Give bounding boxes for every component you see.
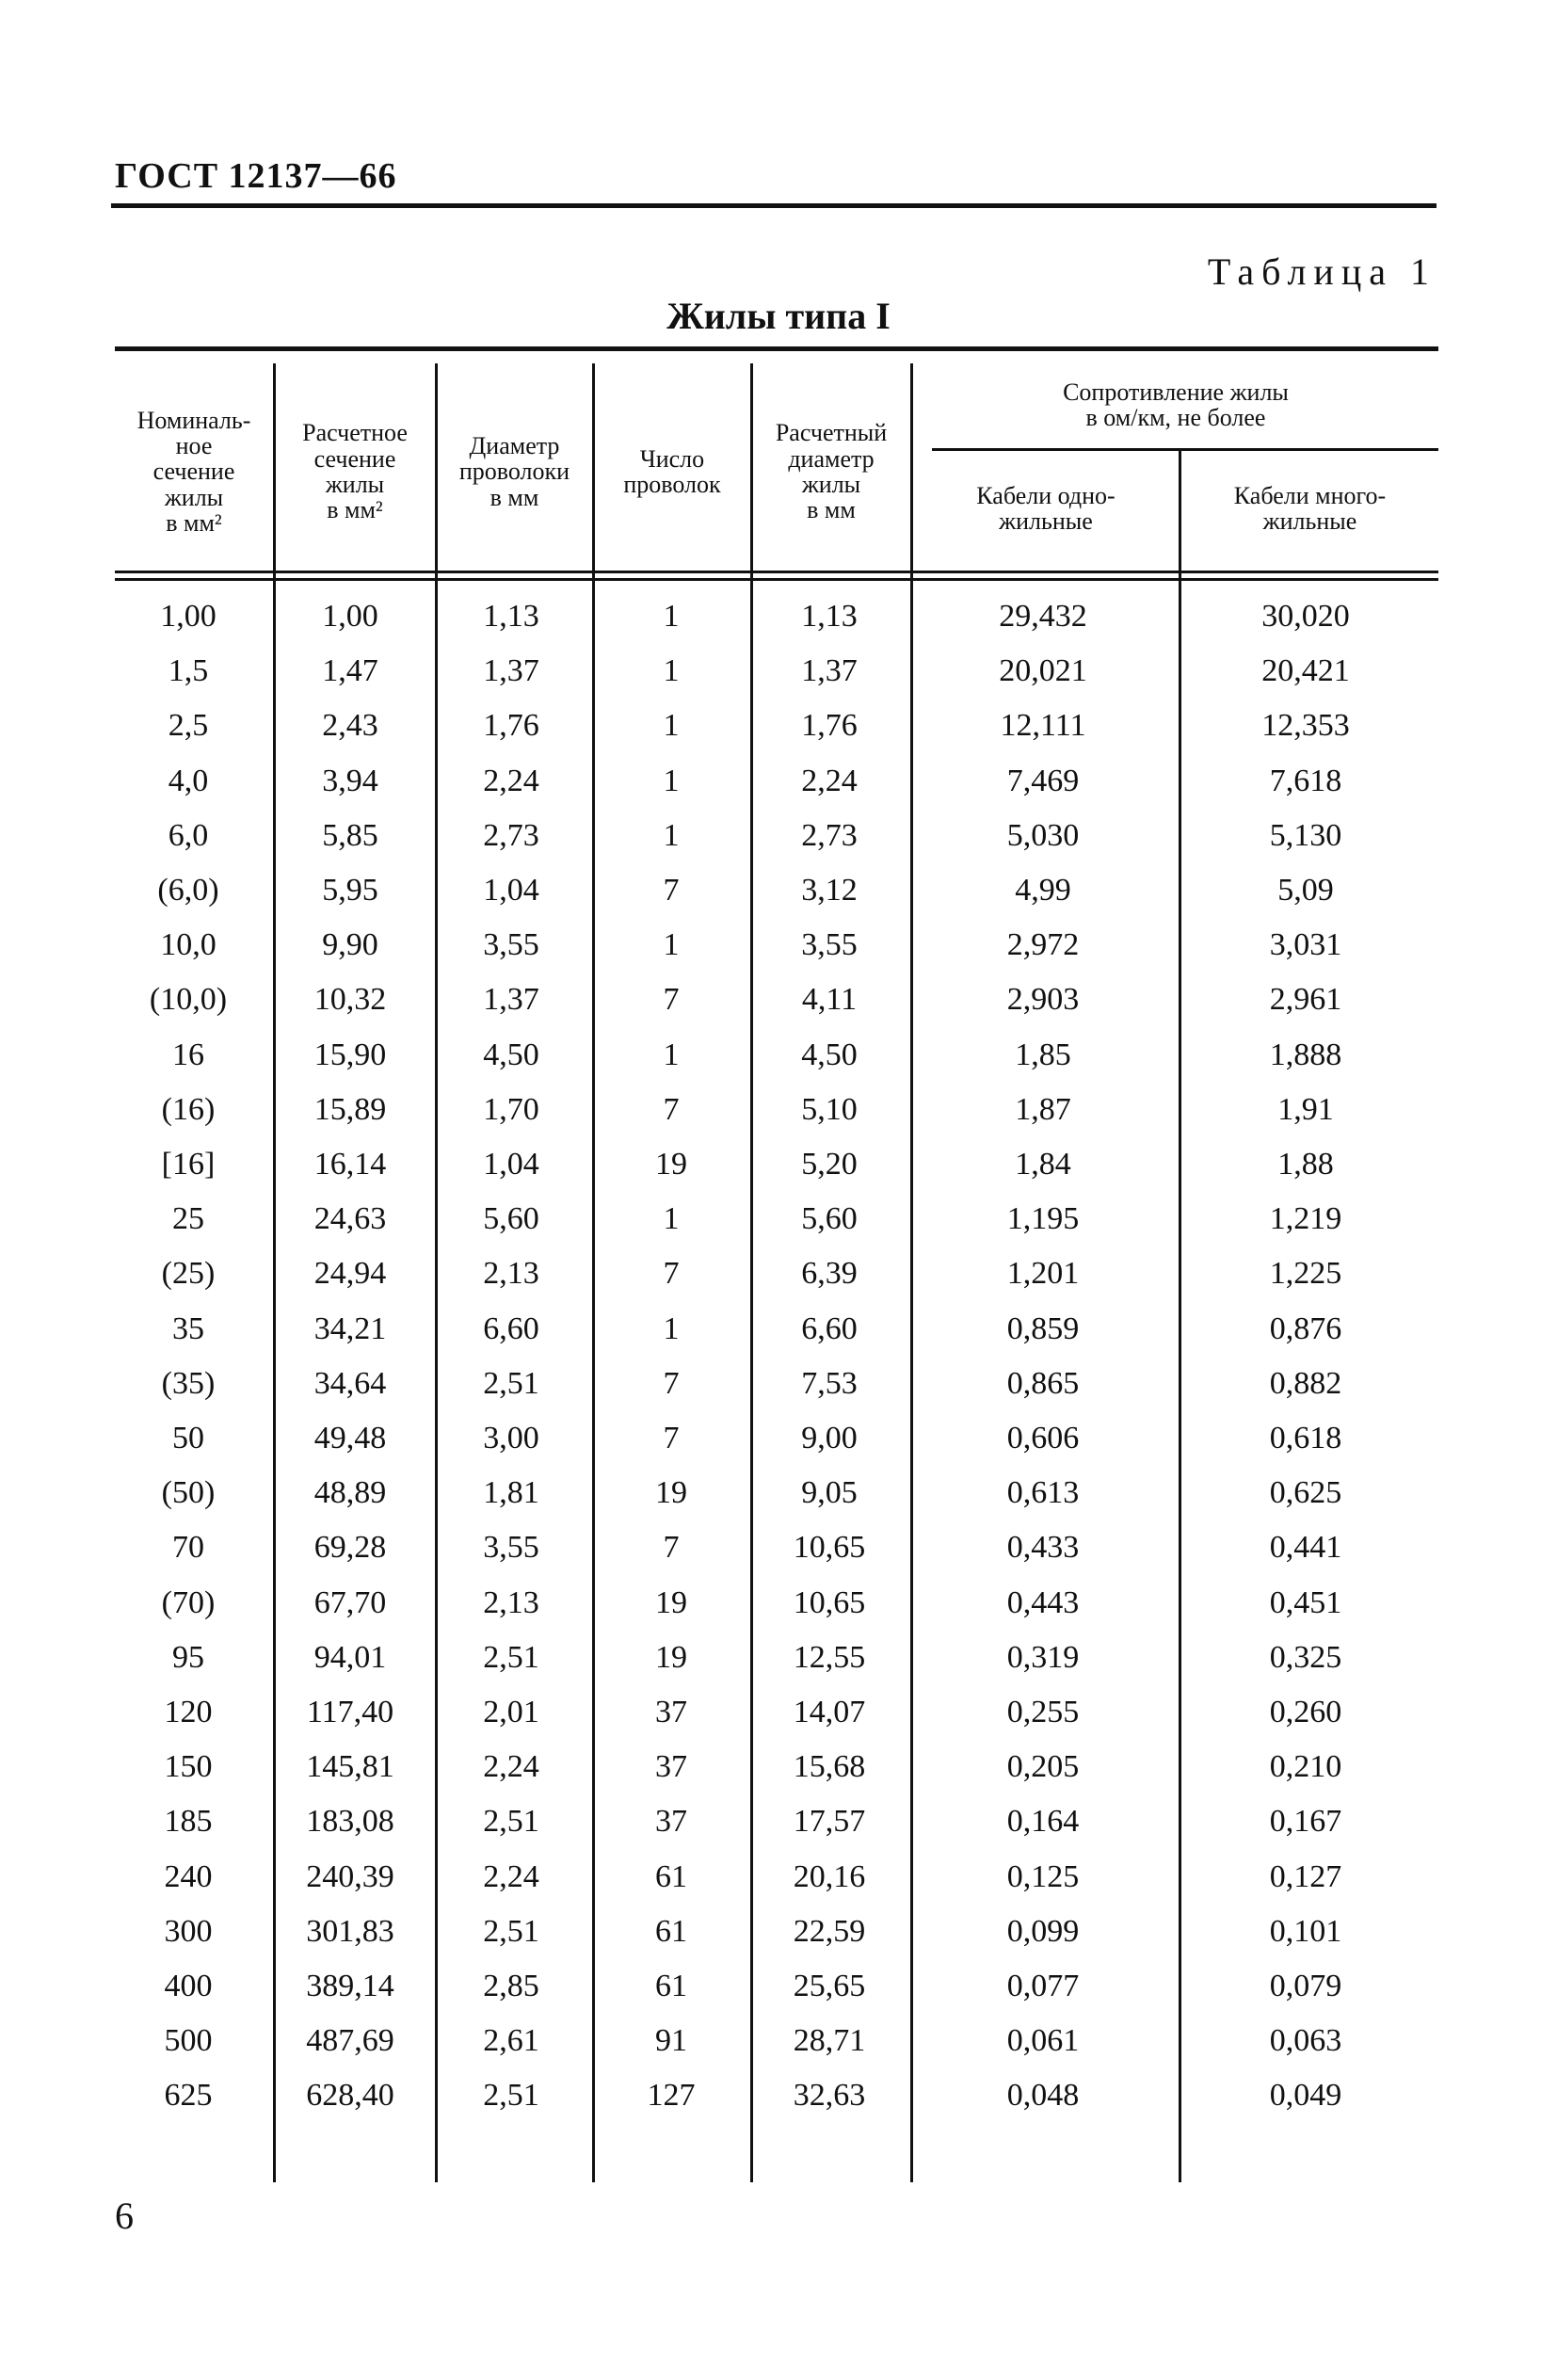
table-cell: 2,73 <box>483 817 539 853</box>
table-cell: 0,049 <box>1269 2078 1342 2114</box>
table-cell: 7 <box>663 1091 680 1127</box>
table-cell: 5,030 <box>1006 817 1080 853</box>
table-row <box>115 927 1438 978</box>
table-cell: 67,70 <box>313 1584 387 1620</box>
table-cell: 50 <box>172 1421 204 1455</box>
table-row <box>115 1421 1438 1471</box>
table-cell: 7,469 <box>1006 763 1080 798</box>
table-row <box>115 653 1438 704</box>
table-cell: 1,88 <box>1277 1147 1334 1182</box>
table-row <box>115 1695 1438 1745</box>
table-cell: 1,04 <box>483 1147 539 1182</box>
table-cell: 7 <box>663 1365 680 1401</box>
table-cell: 1,219 <box>1269 1201 1342 1237</box>
table-cell: 15,68 <box>793 1749 866 1785</box>
table-cell: 6,60 <box>483 1311 539 1346</box>
table-cell: 1,13 <box>483 599 539 634</box>
table-cell: 2,972 <box>1006 927 1080 963</box>
table-cell: 300 <box>164 1913 213 1949</box>
table-cell: 9,00 <box>801 1421 858 1455</box>
table-row <box>115 1749 1438 1800</box>
resistance-subheader-rule <box>932 448 1438 451</box>
table-row <box>115 1037 1438 1088</box>
table-cell: 20,021 <box>999 653 1087 689</box>
table-cell: 1 <box>663 599 680 634</box>
table-cell: 0,048 <box>1006 2078 1080 2114</box>
table-cell: 2,85 <box>483 1969 539 2003</box>
table-cell: 2,13 <box>483 1256 539 1292</box>
table-row <box>115 2078 1438 2129</box>
table-cell: 0,255 <box>1006 1695 1080 1729</box>
table-cell: 0,859 <box>1006 1311 1080 1346</box>
table-row <box>115 1914 1438 1965</box>
table-cell: 7 <box>663 1421 680 1455</box>
table-cell: 0,876 <box>1269 1311 1342 1346</box>
column-header-single-core: Кабели одно- жильные <box>976 481 1116 535</box>
table-cell: 1,888 <box>1269 1037 1342 1072</box>
table-cell: 19 <box>655 1584 687 1620</box>
table-cell: 0,125 <box>1006 1858 1080 1894</box>
table-cell: 2,43 <box>322 708 378 744</box>
table-cell: (25) <box>161 1256 216 1292</box>
table-cell: 0,433 <box>1006 1530 1080 1566</box>
table-cell: 37 <box>655 1749 687 1785</box>
table-cell: 500 <box>164 2023 213 2059</box>
table-cell: 0,606 <box>1006 1421 1080 1455</box>
table-cell: 16 <box>172 1037 204 1072</box>
table-cell: 0,167 <box>1269 1804 1342 1840</box>
table-cell: 4,50 <box>801 1037 858 1072</box>
table-cell: 1,225 <box>1269 1256 1342 1292</box>
table-cell: 1,87 <box>1015 1091 1071 1127</box>
table-cell: (50) <box>161 1475 216 1511</box>
table-cell: 61 <box>655 1913 687 1949</box>
table-cell: 2,51 <box>483 1913 539 1949</box>
table-cell: 400 <box>164 1969 213 2003</box>
table-cell: 0,882 <box>1269 1365 1342 1401</box>
table-cell: 1 <box>663 653 680 689</box>
table-cell: 34,21 <box>313 1311 387 1346</box>
table-cell: 20,421 <box>1261 653 1350 689</box>
table-cell: 628,40 <box>306 2078 394 2114</box>
table-cell: 49,48 <box>313 1421 387 1455</box>
column-header-nominal: Номиналь- ное сечение жилы в мм² <box>136 406 251 537</box>
table-cell: 0,079 <box>1269 1969 1342 2003</box>
table-cell: 9,05 <box>801 1475 858 1511</box>
table-cell: 0,099 <box>1006 1913 1080 1949</box>
table-cell: 2,61 <box>483 2023 539 2059</box>
table-cell: 10,65 <box>793 1530 866 1566</box>
table-cell: 34,64 <box>313 1365 387 1401</box>
table-cell: (10,0) <box>149 982 228 1018</box>
table-cell: 7,618 <box>1269 763 1342 798</box>
table-cell: 301,83 <box>306 1913 394 1949</box>
table-cell: 6,39 <box>801 1256 858 1292</box>
table-cell: 25,65 <box>793 1969 866 2003</box>
table-cell: 0,325 <box>1269 1639 1342 1675</box>
table-cell: 1,195 <box>1006 1201 1080 1237</box>
header-divider-upper <box>115 571 1438 573</box>
table-cell: 1,00 <box>160 599 217 634</box>
table-cell: 6,60 <box>801 1311 858 1346</box>
table-cell: 5,10 <box>801 1091 858 1127</box>
table-cell: 2,51 <box>483 1639 539 1675</box>
table-cell: 5,95 <box>322 873 378 908</box>
table-cell: 4,50 <box>483 1037 539 1072</box>
table-cell: 25 <box>172 1201 204 1237</box>
page-number: 6 <box>115 2195 134 2237</box>
table-cell: 22,59 <box>793 1913 866 1949</box>
table-cell: 2,51 <box>483 1804 539 1840</box>
table-cell: 1 <box>663 927 680 963</box>
table-cell: 0,164 <box>1006 1804 1080 1840</box>
table-cell: 17,57 <box>793 1804 866 1840</box>
table-cell: 28,71 <box>793 2023 866 2059</box>
table-cell: 1 <box>663 708 680 744</box>
table-row <box>115 1256 1438 1307</box>
table-cell: 127 <box>647 2078 696 2114</box>
table-cell: 5,60 <box>801 1201 858 1237</box>
table-row <box>115 1366 1438 1417</box>
table-row <box>115 1147 1438 1198</box>
table-row <box>115 1640 1438 1691</box>
data-table <box>115 346 1438 2165</box>
table-cell: (16) <box>161 1091 216 1127</box>
table-cell: 3,00 <box>483 1421 539 1455</box>
table-cell: 48,89 <box>313 1475 387 1511</box>
table-cell: (6,0) <box>157 873 219 908</box>
table-cell: 0,101 <box>1269 1913 1342 1949</box>
table-cell: 1 <box>663 763 680 798</box>
table-cell: 1,81 <box>483 1475 539 1511</box>
table-cell: 2,5 <box>168 708 209 744</box>
table-cell: 3,031 <box>1269 927 1342 963</box>
table-cell: 35 <box>172 1311 204 1346</box>
table-row <box>115 599 1438 650</box>
table-cell: 7,53 <box>801 1365 858 1401</box>
table-cell: 37 <box>655 1804 687 1840</box>
table-cell: 19 <box>655 1475 687 1511</box>
table-cell: 2,961 <box>1269 982 1342 1018</box>
table-cell: 2,73 <box>801 817 858 853</box>
table-cell: 240,39 <box>306 1858 394 1894</box>
table-cell: 0,061 <box>1006 2023 1080 2059</box>
table-cell: 15,90 <box>313 1037 387 1072</box>
table-cell: 2,13 <box>483 1584 539 1620</box>
table-cell: 2,24 <box>801 763 858 798</box>
table-cell: 3,55 <box>483 1530 539 1566</box>
table-cell: 0,210 <box>1269 1749 1342 1785</box>
table-cell: 1,37 <box>483 653 539 689</box>
table-row <box>115 873 1438 924</box>
table-cell: 19 <box>655 1639 687 1675</box>
table-cell: 1,91 <box>1277 1091 1334 1127</box>
table-cell: 30,020 <box>1261 599 1350 634</box>
table-cell: 2,24 <box>483 1749 539 1785</box>
table-cell: 29,432 <box>999 599 1087 634</box>
table-cell: 1,76 <box>483 708 539 744</box>
table-cell: 0,077 <box>1006 1969 1080 2003</box>
table-cell: 625 <box>164 2078 213 2114</box>
table-cell: 0,205 <box>1006 1749 1080 1785</box>
column-header-calc-diameter: Расчетный диаметр жилы в мм <box>775 419 888 524</box>
table-cell: 1,76 <box>801 708 858 744</box>
table-cell: 12,55 <box>793 1639 866 1675</box>
table-row <box>115 1475 1438 1526</box>
table-cell: 3,55 <box>483 927 539 963</box>
table-cell: 10,65 <box>793 1584 866 1620</box>
table-cell: 19 <box>655 1147 687 1182</box>
table-cell: 0,625 <box>1269 1475 1342 1511</box>
header-divider-lower <box>115 578 1438 581</box>
table-cell: 0,451 <box>1269 1584 1342 1620</box>
table-cell: 5,130 <box>1269 817 1342 853</box>
table-cell: 32,63 <box>793 2078 866 2114</box>
table-cell: 0,127 <box>1269 1858 1342 1894</box>
table-cell: 150 <box>164 1749 213 1785</box>
table-cell: 12,353 <box>1261 708 1350 744</box>
table-cell: 5,09 <box>1277 873 1334 908</box>
table-cell: 94,01 <box>313 1639 387 1675</box>
table-cell: 240 <box>164 1858 213 1894</box>
table-cell: 1 <box>663 1201 680 1237</box>
table-cell: 1,37 <box>801 653 858 689</box>
column-header-wire-diameter: Диаметр проволоки в мм <box>458 432 570 511</box>
table-cell: 1,37 <box>483 982 539 1018</box>
table-cell: 1,70 <box>483 1091 539 1127</box>
table-cell: 15,89 <box>313 1091 387 1127</box>
table-cell: 9,90 <box>322 927 378 963</box>
table-row <box>115 1969 1438 2019</box>
table-cell: 2,24 <box>483 1858 539 1894</box>
table-cell: 185 <box>164 1804 213 1840</box>
table-cell: 7 <box>663 982 680 1018</box>
table-cell: 37 <box>655 1695 687 1729</box>
table-cell: 183,08 <box>306 1804 394 1840</box>
table-cell: 2,903 <box>1006 982 1080 1018</box>
table-cell: 24,94 <box>313 1256 387 1292</box>
table-row <box>115 1092 1438 1143</box>
table-cell: 20,16 <box>793 1858 866 1894</box>
column-header-calc-section: Расчетное сечение жилы в мм² <box>302 419 408 524</box>
top-rule <box>111 203 1437 208</box>
table-cell: 1 <box>663 1037 680 1072</box>
table-cell: 2,51 <box>483 2078 539 2114</box>
table-cell: 10,32 <box>313 982 387 1018</box>
table-cell: 0,319 <box>1006 1639 1080 1675</box>
table-cell: 0,865 <box>1006 1365 1080 1401</box>
table-cell: 0,441 <box>1269 1530 1342 1566</box>
table-cell: 7 <box>663 873 680 908</box>
table-cell: 117,40 <box>306 1695 394 1729</box>
table-cell: 0,063 <box>1269 2023 1342 2059</box>
table-cell: 10,0 <box>160 927 217 963</box>
table-cell: 16,14 <box>313 1147 387 1182</box>
table-row <box>115 1859 1438 1910</box>
table-row <box>115 764 1438 814</box>
table-cell: 487,69 <box>306 2023 394 2059</box>
table-cell: 0,618 <box>1269 1421 1342 1455</box>
table-cell: 1,5 <box>168 653 209 689</box>
table-cell: 3,55 <box>801 927 858 963</box>
table-cell: 14,07 <box>793 1695 866 1729</box>
table-cell: 12,111 <box>1000 708 1086 744</box>
table-cell: 4,0 <box>168 763 209 798</box>
table-cell: 3,94 <box>322 763 378 798</box>
column-header-multi-core: Кабели много- жильные <box>1233 481 1387 535</box>
table-cell: [16] <box>161 1147 216 1182</box>
table-row <box>115 708 1438 759</box>
document-code: ГОСТ 12137—66 <box>115 156 397 196</box>
table-row <box>115 1804 1438 1855</box>
table-cell: 1,47 <box>322 653 378 689</box>
table-cell: 1,201 <box>1006 1256 1080 1292</box>
table-cell: 2,51 <box>483 1365 539 1401</box>
table-cell: 2,24 <box>483 763 539 798</box>
table-row <box>115 818 1438 869</box>
table-cell: 3,12 <box>801 873 858 908</box>
table-cell: 5,60 <box>483 1201 539 1237</box>
table-row <box>115 1311 1438 1362</box>
table-cell: 1,04 <box>483 873 539 908</box>
table-cell: 7 <box>663 1530 680 1566</box>
table-row <box>115 2023 1438 2074</box>
table-cell: (70) <box>161 1584 216 1620</box>
table-cell: 389,14 <box>306 1969 394 2003</box>
table-cell: 61 <box>655 1969 687 2003</box>
table-cell: 120 <box>164 1695 213 1729</box>
table-cell: 1,13 <box>801 599 858 634</box>
table-cell: 70 <box>172 1530 204 1566</box>
table-cell: 7 <box>663 1256 680 1292</box>
table-cell: 145,81 <box>306 1749 394 1785</box>
table-cell: 4,99 <box>1015 873 1071 908</box>
table-cell: 4,11 <box>801 982 858 1018</box>
table-top-rule <box>115 346 1438 351</box>
table-cell: 69,28 <box>313 1530 387 1566</box>
table-cell: 91 <box>655 2023 687 2059</box>
table-label: Таблица 1 <box>1207 250 1437 293</box>
table-row <box>115 1585 1438 1636</box>
table-row <box>115 982 1438 1033</box>
table-cell: 5,20 <box>801 1147 858 1182</box>
table-cell: 1 <box>663 817 680 853</box>
table-row <box>115 1530 1438 1581</box>
table-cell: 1 <box>663 1311 680 1346</box>
table-cell: 2,01 <box>483 1695 539 1729</box>
table-cell: 24,63 <box>313 1201 387 1237</box>
table-cell: 61 <box>655 1858 687 1894</box>
table-title: Жилы типа I <box>666 295 891 337</box>
table-cell: 95 <box>172 1639 204 1675</box>
table-cell: 0,443 <box>1006 1584 1080 1620</box>
table-row <box>115 1201 1438 1252</box>
table-cell: 1,85 <box>1015 1037 1071 1072</box>
table-cell: 1,00 <box>322 599 378 634</box>
column-header-wire-count: Число проволок <box>623 444 721 498</box>
table-cell: (35) <box>161 1365 216 1401</box>
table-cell: 5,85 <box>322 817 378 853</box>
column-header-resistance: Сопротивление жилы в ом/км, не более <box>1063 378 1289 431</box>
table-cell: 6,0 <box>168 817 209 853</box>
table-cell: 0,260 <box>1269 1695 1342 1729</box>
table-cell: 0,613 <box>1006 1475 1080 1511</box>
table-cell: 1,84 <box>1015 1147 1071 1182</box>
